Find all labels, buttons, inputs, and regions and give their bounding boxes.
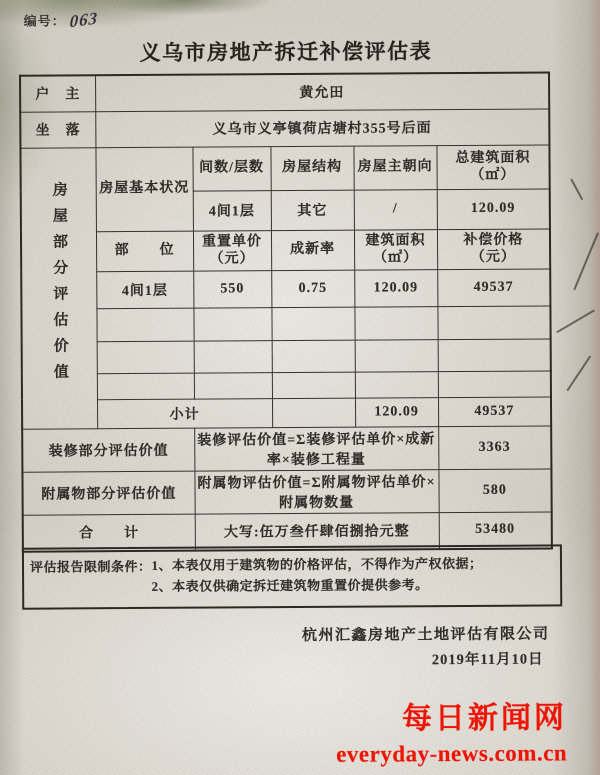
pen-scribble-mark: [566, 355, 591, 391]
empty-cell: [438, 370, 551, 397]
total-label: 合 计: [23, 514, 195, 552]
subtotal-empty-cell: [272, 398, 355, 428]
limitations-box: [22, 544, 562, 609]
attachment-row: [22, 468, 551, 514]
cell-part: 4间1层: [96, 271, 193, 309]
value-structure: 其它: [271, 190, 354, 231]
limitation-item: 2、本表仅供确定拆迁建筑物重置价提供参考。: [151, 577, 429, 594]
subtotal-label: 小计: [97, 398, 272, 428]
limitation-item: 1、本表仅用于建筑物的价格评估，不得作为产权依据；: [151, 555, 483, 573]
decoration-label: 装修部分评估价值: [22, 428, 194, 472]
empty-row: [22, 338, 551, 373]
empty-cell: [354, 306, 437, 340]
decoration-row: [22, 425, 551, 471]
subtotal-area: 120.09: [355, 397, 438, 427]
header-compensation-price: 补偿价格（元）: [437, 228, 550, 269]
subtotal-row: [22, 396, 551, 428]
header-condition-rate: 成新率: [271, 230, 354, 271]
cell-condition-rate: 0.75: [271, 270, 354, 308]
owner-row: [20, 72, 549, 111]
limitations-items: [151, 554, 482, 603]
empty-cell: [194, 372, 272, 398]
detail-data-row: [21, 268, 550, 308]
empty-cell: [97, 341, 194, 374]
location-value: 义乌市义亭镇荷店塘村355号后面: [95, 108, 549, 147]
header-total-area: 总建筑面积（㎡）: [436, 144, 549, 189]
owner-value: 黄允田: [95, 72, 549, 111]
empty-cell: [97, 373, 194, 400]
header-part: 部 位: [96, 231, 193, 272]
decoration-value: 3363: [438, 425, 551, 469]
basic-header-row: [20, 144, 549, 191]
detail-header-row: [21, 228, 550, 271]
value-total-area: 120.09: [437, 188, 550, 229]
serial-label: 编号：: [23, 13, 66, 29]
watermark-site-url: everyday-news.com.cn: [336, 740, 568, 767]
appraisal-company-name: 杭州汇鑫房地产土地评估有限公司: [301, 626, 550, 644]
limitations-label: 评估报告限制条件：: [29, 558, 152, 575]
location-row: [20, 108, 549, 147]
total-value: 53480: [439, 511, 552, 549]
location-label: 坐 落: [20, 111, 95, 147]
empty-cell: [272, 340, 355, 373]
value-rooms-floors: 4间1层: [193, 190, 271, 230]
pen-scribble-mark: [570, 178, 583, 200]
house-section-side-label-cell: [20, 147, 97, 428]
header-rooms-floors: 间数/层数: [192, 146, 270, 190]
cell-compensation-price: 49537: [437, 268, 550, 306]
attachment-label: 附属物部分评估价值: [22, 471, 194, 515]
empty-cell: [271, 307, 354, 341]
decoration-formula: 装修评估价值=Σ装修评估单价×成新率×装修工程量: [194, 426, 438, 470]
header-structure: 房屋结构: [270, 146, 353, 191]
empty-cell: [272, 372, 355, 399]
header-orientation: 房屋主朝向: [353, 145, 436, 190]
header-building-area: 建筑面积（㎡）: [354, 229, 437, 270]
watermark-site-name: 每日新闻网: [401, 701, 568, 736]
signature-block: [1, 622, 549, 671]
owner-label: 户 主: [20, 75, 95, 111]
value-orientation: /: [354, 189, 437, 230]
pen-scribble-mark: [573, 232, 599, 290]
empty-row: [21, 305, 550, 341]
news-site-watermark: [2, 692, 567, 769]
empty-row: [22, 370, 551, 399]
serial-number-field: [24, 10, 99, 30]
pen-scribble-mark: [556, 309, 595, 333]
house-section-side-label: 房屋部分评估价值: [50, 181, 68, 390]
attachment-value: 580: [438, 468, 551, 512]
cell-building-area: 120.09: [354, 269, 437, 307]
header-unit-price: 重置单价（元）: [193, 230, 271, 270]
empty-cell: [355, 339, 438, 372]
empty-cell: [193, 307, 271, 340]
appraisal-date: 2019年11月10日: [431, 651, 544, 669]
cell-unit-price: 550: [193, 270, 271, 307]
empty-cell: [355, 371, 438, 398]
empty-cell: [96, 308, 193, 342]
total-amount-words: 大写:伍万叁仟肆佰捌拾元整: [195, 512, 439, 550]
attachment-formula: 附属物评估价值=Σ附属物评估单价×附属物数量: [194, 469, 438, 513]
page-title: 义乌市房地产拆迁补偿评估表: [139, 40, 433, 65]
appraisal-table: [19, 71, 553, 552]
empty-cell: [437, 305, 550, 339]
basic-status-label: 房屋基本状况: [95, 147, 193, 232]
serial-handwritten-value: 063: [69, 8, 99, 32]
subtotal-price: 49537: [438, 396, 551, 426]
empty-cell: [194, 340, 272, 372]
empty-cell: [438, 338, 551, 371]
